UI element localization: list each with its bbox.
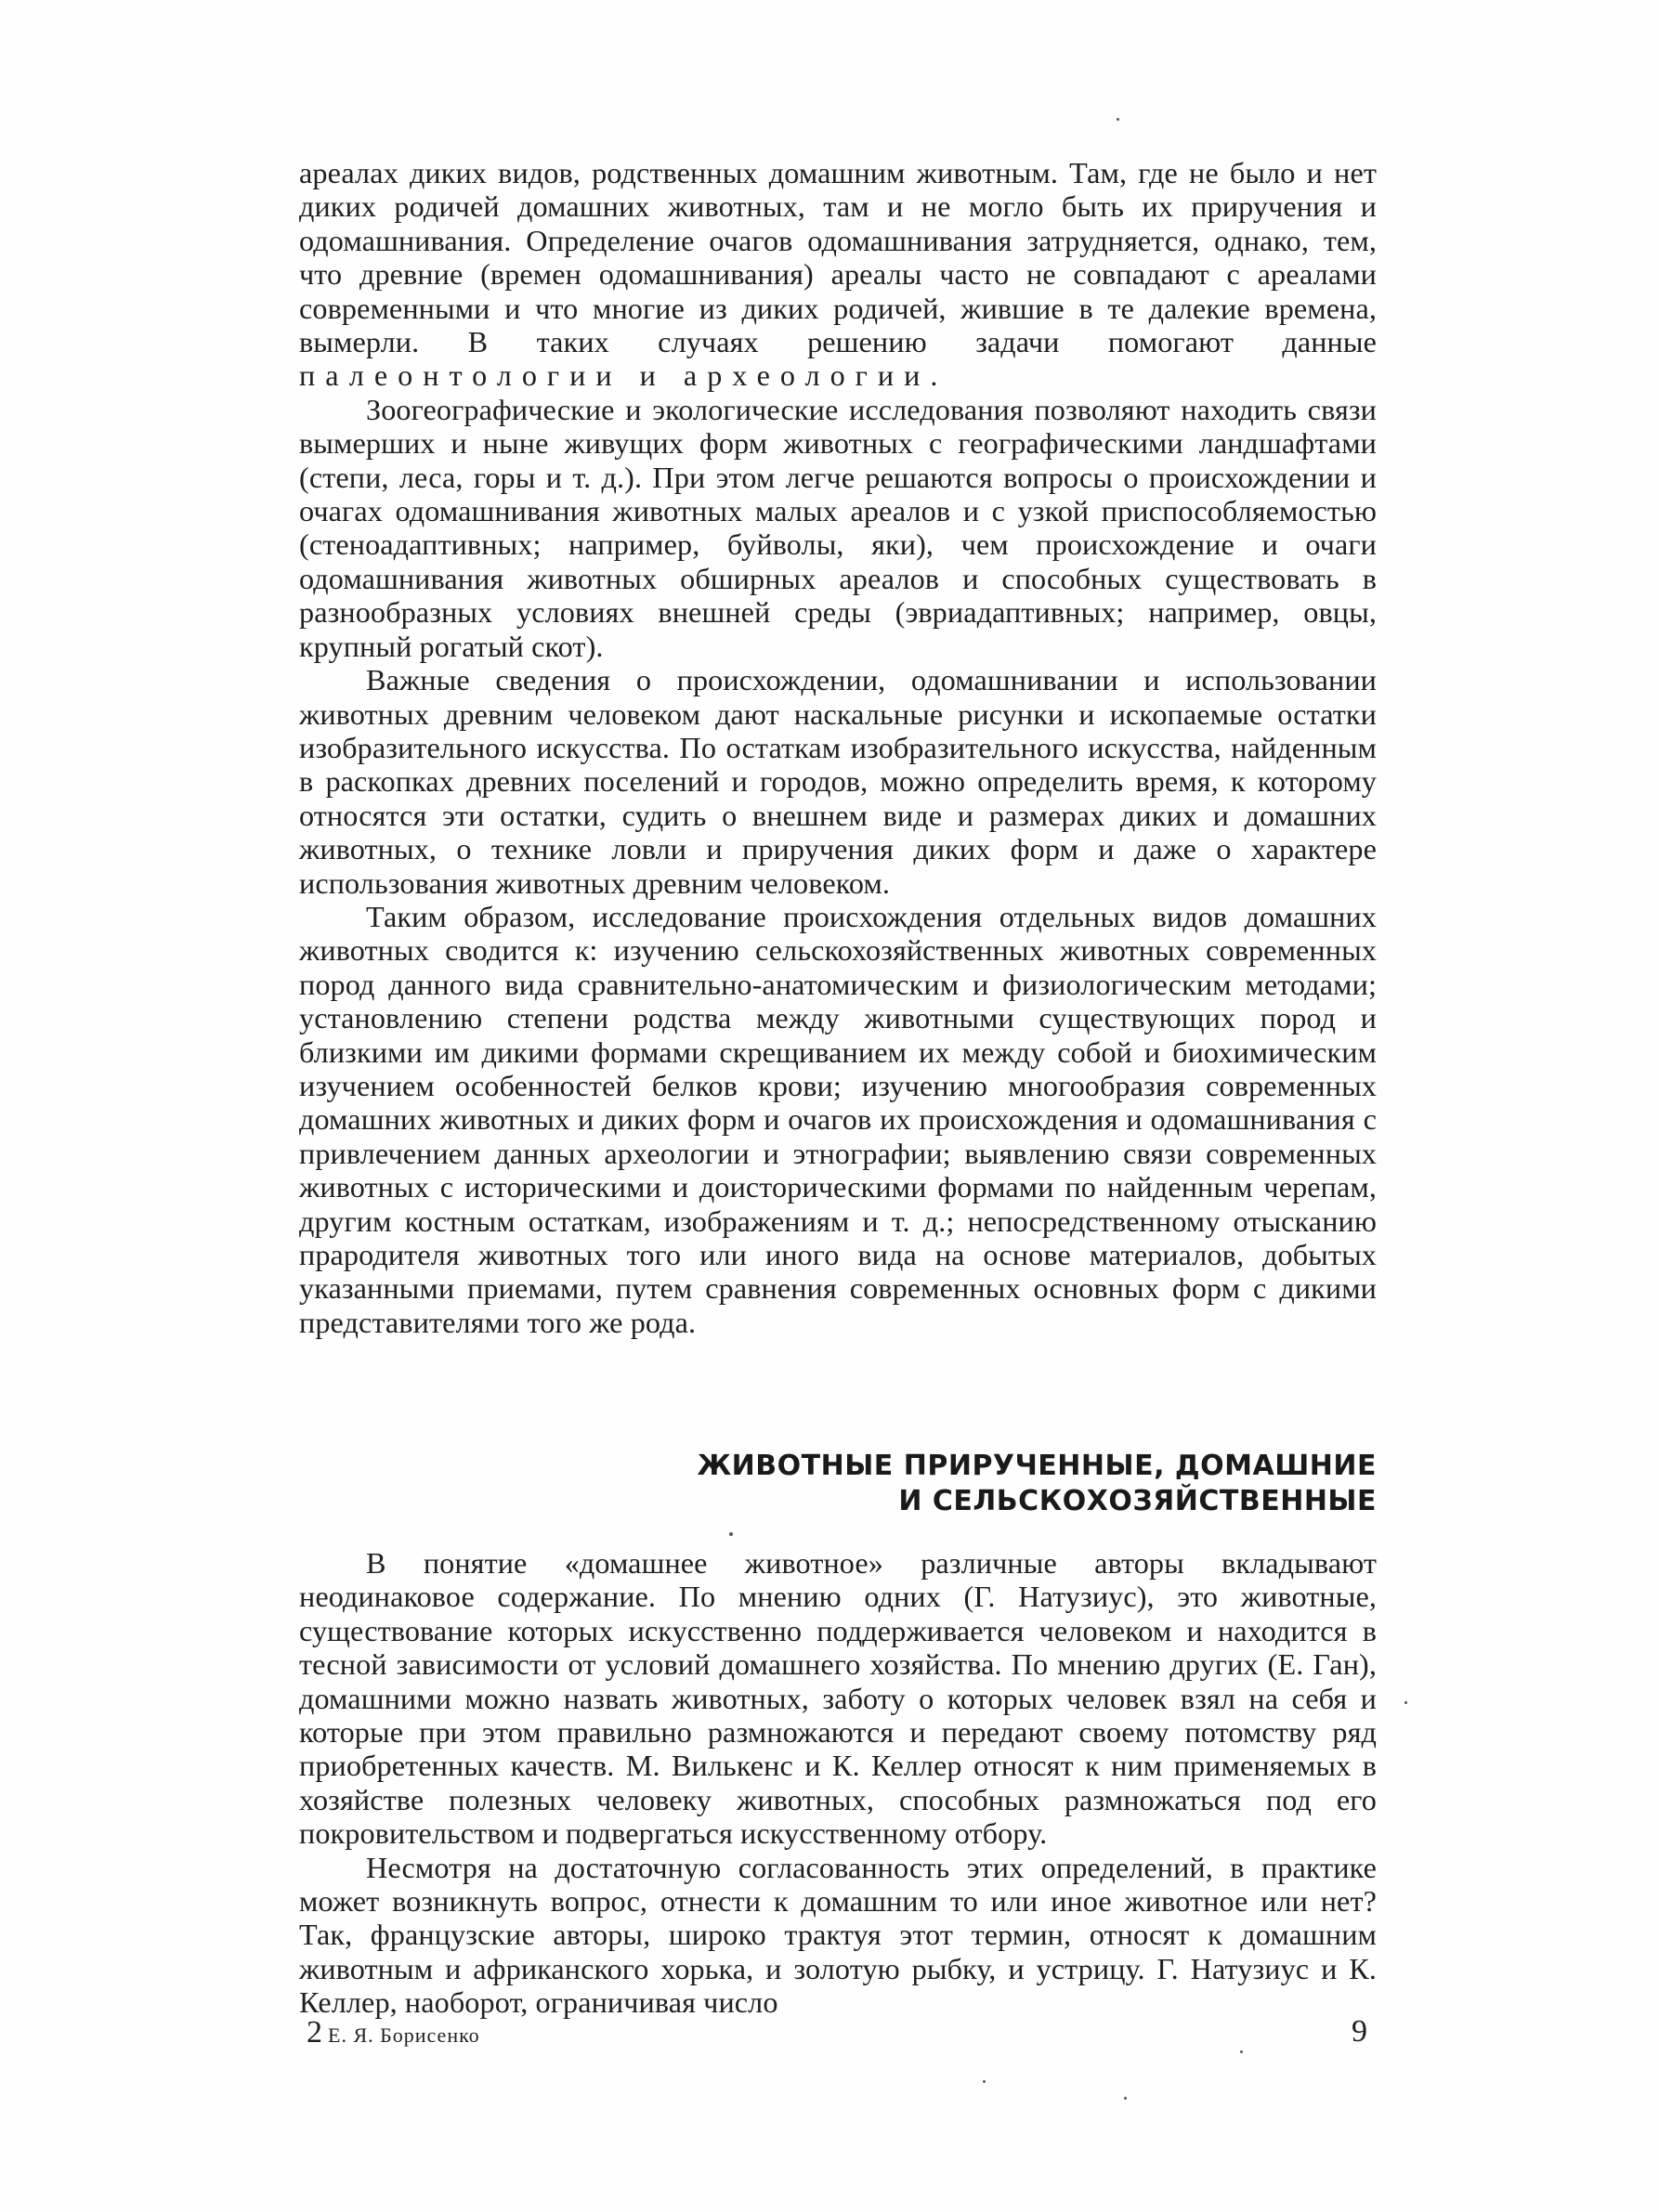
scan-speck	[1404, 1701, 1407, 1704]
section-heading-line-2: И СЕЛЬСКОХОЗЯЙСТВЕННЫЕ	[898, 1485, 1377, 1517]
paragraph-6: Несмотря на достаточную согласованность этих определений, в практике может возникнуть вопрос, отнести к домашним то или иное животное или нет? Так, французские авторы, широко трактуя этот термин, относят к домашним животным и африканского хорька, и золотую рыбку, и устрицу. Г. Натузиус и К. Келлер, наоборот, ограничивая число	[299, 1850, 1377, 2020]
scan-speck	[1240, 2050, 1243, 2053]
scan-speck	[729, 1532, 733, 1536]
paragraph-1-emphasis: палеонтологии и археологии	[299, 358, 931, 393]
section-heading-line-1: ЖИВОТНЫЕ ПРИРУЧЕННЫЕ, ДОМАШНИЕ	[697, 1450, 1377, 1482]
page-footer	[307, 2013, 1375, 2060]
paragraph-1-tail: .	[930, 358, 938, 393]
text-column-bottom	[299, 1546, 1377, 2020]
printer-signature	[307, 2013, 480, 2054]
scan-speck	[983, 2080, 986, 2083]
paragraph-3: Важные сведения о происхождении, одомашнивании и использовании животных древним человеком дают наскальные рисунки и ископаемые остатки изобразительного искусства. По остаткам изобразительного искусства, найденным в раскопках древних поселений и городов, можно определить время, к которому относятся эти остатки, судить о внешнем виде и размерах диких и домашних животных, о технике ловли и приручения диких форм и даже о характере использования животных древним человеком.	[299, 663, 1377, 900]
paragraph-1-text: ареалах диких видов, родственных домашним животным. Там, где не было и нет диких родичей домашних животных, там и не могло быть их приручения и одомашнивания. Определение очагов одомашнивания затрудняется, однако, тем, что древние (времен одомашнивания) ареалы часто не совпадают с ареалами современными и что многие из диких родичей, жившие в те далекие времена, вымерли. В таких случаях решению задачи помогают данные	[299, 156, 1377, 359]
paragraph-5: В понятие «домашнее животное» различные авторы вкладывают неодинаковое содержание. По мнению одних (Г. Натузиус), это животные, существование которых искусственно поддерживается человеком и находится в тесной зависимости от условий домашнего хозяйства. По мнению других (Е. Ган), домашними можно назвать животных, заботу о которых человек взял на себя и которые при этом правильно размножаются и передают своему потомству ряд приобретенных качеств. М. Вилькенс и К. Келлер относят к ним применяемых в хозяйстве полезных человеку животных, способных размножаться под его покровительством и подвергаться искусственному отбору.	[299, 1546, 1377, 1851]
paragraph-1	[299, 156, 1377, 393]
text-column-top	[299, 156, 1377, 1339]
paragraph-2: Зоогеографические и экологические исследования позволяют находить связи вымерших и ныне живущих форм животных с географическими ландшафтами (степи, леса, горы и т. д.). При этом легче решаются вопросы о происхождении и очагах одомашнивания животных малых ареалов и с узкой приспособляемостью (стеноадаптивных; например, буйволы, яки), чем происхождение и очаги одомашнивания животных обширных ареалов и способных существовать в разнообразных условиях внешней среды (эвриадаптивных; например, овцы, крупный рогатый скот).	[299, 392, 1377, 663]
signature-author: Е. Я. Борисенко	[328, 2023, 480, 2047]
section-heading	[299, 1449, 1377, 1519]
page-number: 9	[1352, 2014, 1367, 2049]
scan-speck	[1117, 118, 1119, 121]
paragraph-4: Таким образом, исследование происхождения отдельных видов домашних животных сводится к: изучению сельскохозяйственных животных современных пород данного вида сравнительно-анатомическим и физиологическим методами; установлению степени родства между животными существующих пород и близкими им дикими формами скрещиванием их между собой и биохимическим изучением особенностей белков крови; изучению многообразия современных домашних животных и диких форм и очагов их происхождения и одомашнивания с привлечением данных археологии и этнографии; выявлению связи современных животных с историческими и доисторическими формами по найденным черепам, другим костным остаткам, изображениям и т. д.; непосредственному отысканию прародителя животных того или иного вида на основе материалов, добытых указанными приемами, путем сравнения современных основных форм с дикими представителями того же рода.	[299, 899, 1377, 1339]
signature-number: 2	[307, 2015, 322, 2049]
scan-speck	[1124, 2097, 1127, 2100]
